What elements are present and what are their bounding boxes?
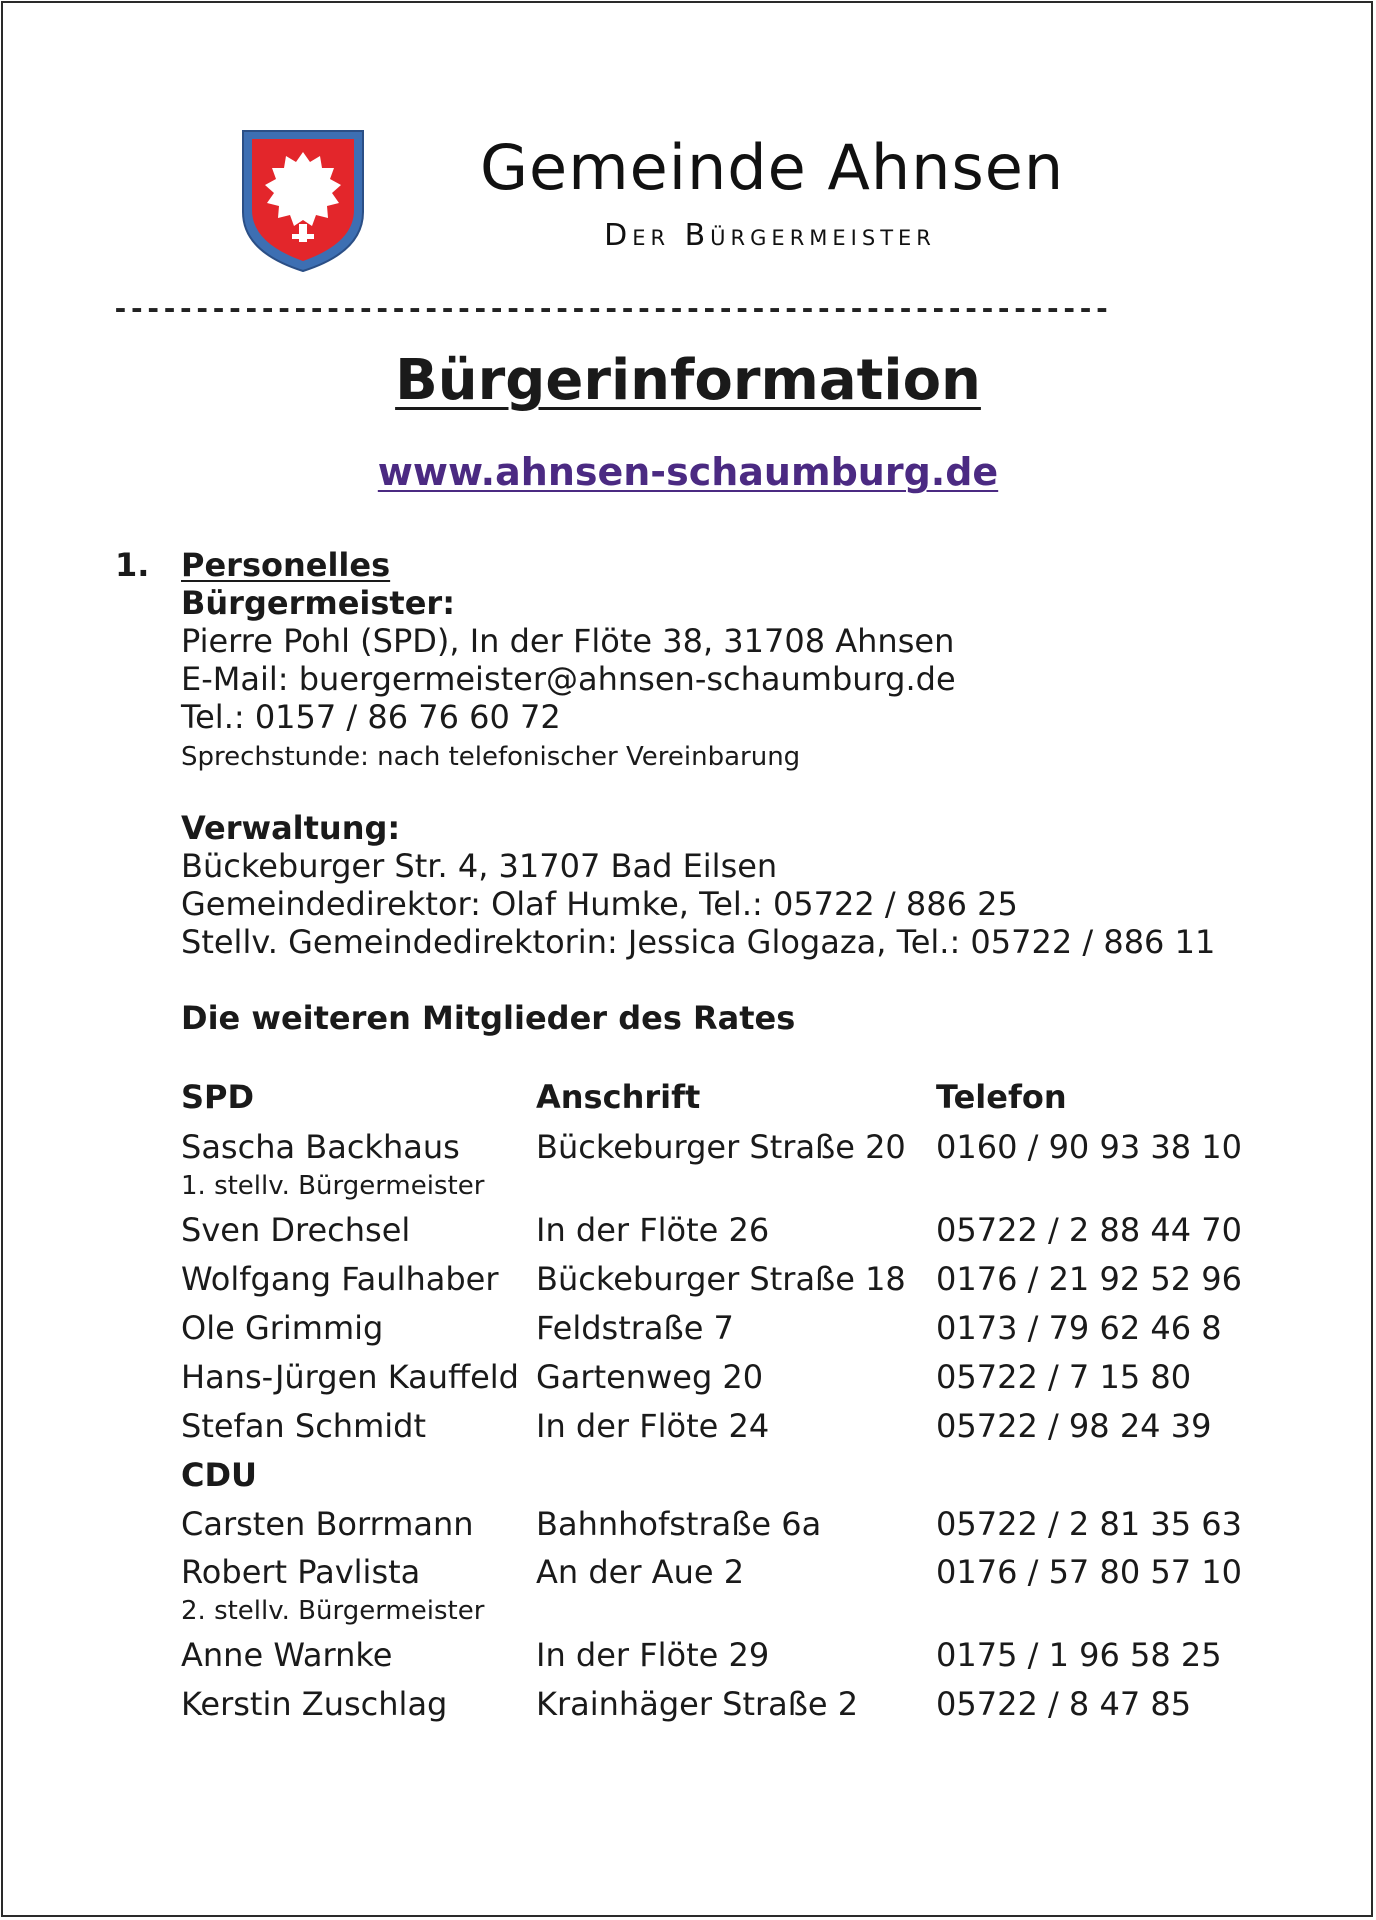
divider-line: ------------------------------------------------------------- <box>112 296 1110 322</box>
admin-director: Gemeindedirektor: Olaf Humke, Tel.: 05722 / 886 25 <box>181 885 1018 923</box>
member-phone: 0176 / 57 80 57 10 <box>936 1553 1242 1591</box>
member-address: Bahnhofstraße 6a <box>536 1505 822 1543</box>
member-name: Robert Pavlista <box>181 1553 421 1591</box>
mayor-line: Pierre Pohl (SPD), In der Flöte 38, 31708 Ahnsen <box>181 622 955 660</box>
section-heading: Personelles <box>181 546 391 584</box>
member-name: Wolfgang Faulhaber <box>181 1260 499 1298</box>
member-name: Sven Drechsel <box>181 1211 411 1249</box>
member-phone: 0175 / 1 96 58 25 <box>936 1636 1222 1674</box>
member-name: Carsten Borrmann <box>181 1505 474 1543</box>
member-address: In der Flöte 24 <box>536 1407 770 1445</box>
member-address: Feldstraße 7 <box>536 1309 734 1347</box>
member-address: Bückeburger Straße 20 <box>536 1128 906 1166</box>
section-number: 1. <box>115 546 150 584</box>
member-name: Anne Warnke <box>181 1636 393 1674</box>
mayor-label: Bürgermeister: <box>181 584 455 622</box>
column-header-party: SPD <box>181 1078 255 1116</box>
member-name: Hans-Jürgen Kauffeld <box>181 1358 519 1396</box>
admin-label: Verwaltung: <box>181 809 401 847</box>
member-address: An der Aue 2 <box>536 1553 745 1591</box>
column-header-address: Anschrift <box>536 1078 701 1116</box>
member-address: Gartenweg 20 <box>536 1358 764 1396</box>
coat-of-arms-icon <box>240 128 366 274</box>
website-link[interactable]: www.ahnsen-schaumburg.de <box>377 450 999 494</box>
member-phone: 0176 / 21 92 52 96 <box>936 1260 1242 1298</box>
admin-address: Bückeburger Str. 4, 31707 Bad Eilsen <box>181 847 778 885</box>
member-phone: 05722 / 2 88 44 70 <box>936 1211 1242 1249</box>
member-note: 1. stellv. Bürgermeister <box>181 1171 485 1201</box>
member-phone: 05722 / 8 47 85 <box>936 1685 1192 1723</box>
office-hours: Sprechstunde: nach telefonischer Vereinbarung <box>181 742 801 772</box>
member-address: In der Flöte 29 <box>536 1636 770 1674</box>
member-name: Stefan Schmidt <box>181 1407 426 1445</box>
member-phone: 0160 / 90 93 38 10 <box>936 1128 1242 1166</box>
member-address: In der Flöte 26 <box>536 1211 770 1249</box>
admin-deputy: Stellv. Gemeindedirektorin: Jessica Glogaza, Tel.: 05722 / 886 11 <box>181 923 1216 961</box>
member-phone: 05722 / 98 24 39 <box>936 1407 1212 1445</box>
member-phone: 0173 / 79 62 46 8 <box>936 1309 1222 1347</box>
member-address: Krainhäger Straße 2 <box>536 1685 859 1723</box>
org-subtitle: Der Bürgermeister <box>604 218 936 253</box>
member-name: Ole Grimmig <box>181 1309 384 1347</box>
page-title: Bürgerinformation <box>395 348 981 413</box>
member-name: Sascha Backhaus <box>181 1128 460 1166</box>
council-heading: Die weiteren Mitglieder des Rates <box>181 999 796 1037</box>
member-phone: 05722 / 2 81 35 63 <box>936 1505 1242 1543</box>
mayor-email: E-Mail: buergermeister@ahnsen-schaumburg.de <box>181 660 956 698</box>
party-label-cdu: CDU <box>181 1456 258 1494</box>
column-header-phone: Telefon <box>936 1078 1067 1116</box>
member-note: 2. stellv. Bürgermeister <box>181 1596 485 1626</box>
mayor-phone: Tel.: 0157 / 86 76 60 72 <box>181 698 561 736</box>
member-phone: 05722 / 7 15 80 <box>936 1358 1192 1396</box>
member-address: Bückeburger Straße 18 <box>536 1260 906 1298</box>
org-header <box>480 128 1065 253</box>
member-name: Kerstin Zuschlag <box>181 1685 448 1723</box>
org-name: Gemeinde Ahnsen <box>480 131 1065 204</box>
